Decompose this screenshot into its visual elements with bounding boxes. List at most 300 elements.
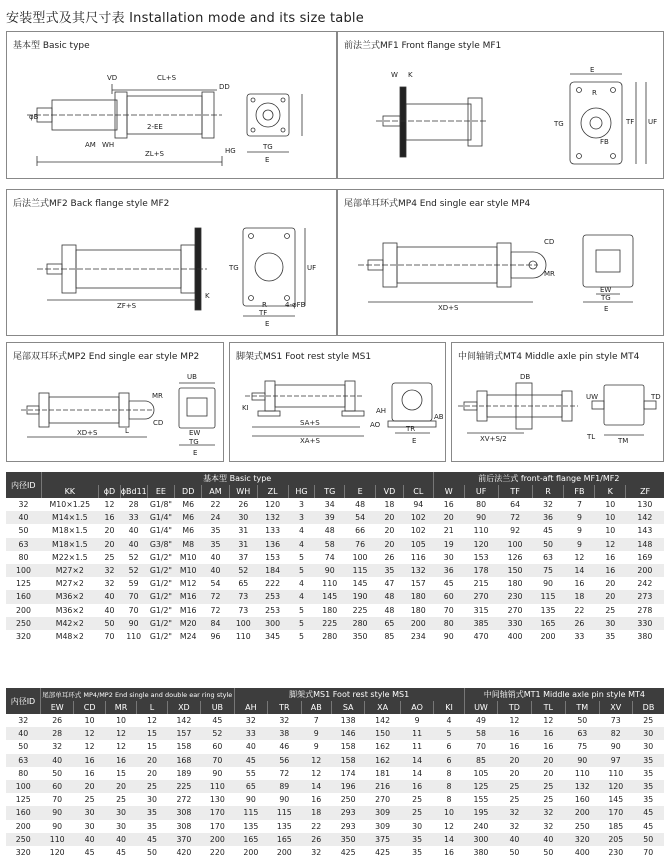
- table-cell: 20: [99, 538, 121, 551]
- table-cell: 30: [229, 511, 257, 524]
- dim-label: TD: [651, 393, 661, 401]
- table-cell: 225: [345, 604, 376, 617]
- table-cell: 48: [376, 604, 404, 617]
- panel-label: 前法兰式MF1 Front flange style MF1: [344, 41, 502, 51]
- table-cell: 90: [464, 511, 498, 524]
- table-cell: 33: [234, 727, 267, 740]
- table-cell: 180: [403, 604, 433, 617]
- dim-label: CD: [544, 238, 555, 246]
- table-cell: 110: [464, 524, 498, 537]
- table-cell: 132: [403, 564, 433, 577]
- table-cell: M42×2: [41, 617, 99, 630]
- table-cell: 278: [626, 604, 664, 617]
- table-cell: 400: [498, 630, 532, 643]
- table-cell: 75: [566, 740, 599, 753]
- table-cell: 385: [464, 617, 498, 630]
- table-cell: 272: [167, 793, 200, 806]
- table-cell: 138: [331, 714, 364, 727]
- table-cell: 35: [400, 846, 433, 859]
- table-row: [6, 727, 664, 740]
- dim-label: TG: [189, 438, 199, 446]
- table-cell: 45: [632, 806, 664, 819]
- table-cell: 315: [464, 604, 498, 617]
- table-cell: 14: [400, 767, 433, 780]
- dim-label: CD: [153, 419, 164, 427]
- table-cell: M20: [175, 617, 202, 630]
- bore-id-cell: 80: [6, 551, 41, 564]
- table-cell: 200: [532, 630, 564, 643]
- table-cell: 145: [599, 793, 632, 806]
- table-row: [6, 780, 664, 793]
- dim-label: UW: [586, 393, 599, 401]
- dim-label: TG: [601, 294, 611, 302]
- table-cell: 30: [105, 820, 136, 833]
- table-row: [6, 767, 664, 780]
- bore-id-cell: 320: [6, 630, 41, 643]
- table-cell: 72: [202, 604, 230, 617]
- table-cell: 16: [531, 727, 565, 740]
- table-cell: 125: [464, 780, 497, 793]
- table-cell: G1/2": [147, 604, 175, 617]
- table-cell: 168: [167, 754, 200, 767]
- table-cell: 6: [434, 740, 464, 753]
- bore-id-cell: 160: [6, 806, 40, 819]
- table-cell: 308: [167, 820, 200, 833]
- page-title: 安装型式及其尺寸表 Installation mode and its size table: [6, 11, 364, 26]
- table-cell: 85: [464, 754, 497, 767]
- panel-label: 尾部单耳环式MP4 End single ear style MP4: [344, 199, 531, 209]
- table-cell: 102: [403, 524, 433, 537]
- table-cell: 116: [403, 551, 433, 564]
- table-cell: 25: [99, 551, 121, 564]
- table-cell: 76: [345, 538, 376, 551]
- dim-label: EW: [600, 286, 612, 294]
- table-cell: 25: [137, 780, 167, 793]
- table-cell: 170: [599, 806, 632, 819]
- table-cell: 32: [532, 498, 564, 511]
- table-cell: 70: [201, 754, 235, 767]
- table-cell: 14: [301, 780, 331, 793]
- bore-id-cell: 160: [6, 590, 41, 603]
- table-cell: 16: [531, 740, 565, 753]
- table-cell: 92: [498, 524, 532, 537]
- panel-basic-type: [6, 31, 337, 179]
- panel-label: 中间轴销式MT4 Middle axle pin style MT4: [458, 352, 640, 362]
- table-cell: 59: [120, 577, 147, 590]
- table-cell: 189: [167, 767, 200, 780]
- table-cell: 45: [632, 820, 664, 833]
- table-cell: 12: [595, 538, 626, 551]
- bore-id-cell: 200: [6, 604, 41, 617]
- bore-id-cell: 250: [6, 833, 40, 846]
- table-cell: 20: [595, 590, 626, 603]
- table-cell: 9: [564, 511, 595, 524]
- table-cell: 200: [201, 833, 235, 846]
- table-cell: 20: [376, 538, 404, 551]
- table-cell: 155: [464, 793, 497, 806]
- table-cell: 309: [365, 806, 400, 819]
- table-cell: 35: [632, 780, 664, 793]
- table-cell: 90: [315, 564, 345, 577]
- table-cell: 12: [498, 714, 531, 727]
- column-header: TG: [315, 485, 345, 498]
- table-cell: 50: [137, 846, 167, 859]
- table-cell: 45: [433, 577, 464, 590]
- table-row: [6, 604, 664, 617]
- table-cell: 14: [400, 754, 433, 767]
- table-cell: 225: [315, 617, 345, 630]
- table-cell: M18×1.5: [41, 524, 99, 537]
- table-cell: 230: [498, 590, 532, 603]
- table-cell: 52: [120, 551, 147, 564]
- table-row: [6, 740, 664, 753]
- table-cell: 35: [632, 793, 664, 806]
- table-cell: 56: [268, 754, 301, 767]
- table-cell: 48: [315, 524, 345, 537]
- table-cell: G3/8": [147, 538, 175, 551]
- mf2-drawing: [7, 190, 338, 337]
- table-cell: 178: [464, 564, 498, 577]
- table-cell: 253: [257, 590, 288, 603]
- table-cell: G1/2": [147, 551, 175, 564]
- table-cell: 200: [268, 846, 301, 859]
- table-cell: 425: [365, 846, 400, 859]
- table-cell: 40: [234, 740, 267, 753]
- group-mid-header: 中间轴销式MT1 Middle axle pin style MT4: [464, 688, 664, 701]
- table-cell: 12: [105, 727, 136, 740]
- dim-label: W: [391, 71, 398, 79]
- table-cell: M16: [175, 604, 202, 617]
- table-cell: 5: [288, 604, 315, 617]
- table-cell: 220: [201, 846, 235, 859]
- table-cell: 370: [167, 833, 200, 846]
- table-cell: M22×1.5: [41, 551, 99, 564]
- table-cell: 100: [345, 551, 376, 564]
- table-cell: 425: [331, 846, 364, 859]
- table-cell: 9: [564, 538, 595, 551]
- table-cell: 200: [566, 806, 599, 819]
- bore-id-cell: 50: [6, 524, 41, 537]
- table-cell: 10: [595, 524, 626, 537]
- group-flange-code: MF1/MF2: [583, 474, 620, 483]
- table-cell: 115: [234, 806, 267, 819]
- table-cell: 54: [202, 577, 230, 590]
- table-cell: 115: [532, 590, 564, 603]
- table-cell: M6: [175, 498, 202, 511]
- column-header: FB: [564, 485, 595, 498]
- table-cell: 20: [531, 767, 565, 780]
- table-cell: 45: [234, 754, 267, 767]
- table-cell: M36×2: [41, 590, 99, 603]
- table-cell: 110: [120, 630, 147, 643]
- table-cell: 22: [202, 498, 230, 511]
- table-cell: 142: [167, 714, 200, 727]
- table-cell: 216: [365, 780, 400, 793]
- dim-label: XD+S: [438, 304, 459, 312]
- column-header: ϕBd11: [120, 487, 147, 496]
- table-cell: 135: [234, 820, 267, 833]
- table-cell: 225: [167, 780, 200, 793]
- table-cell: 32: [498, 806, 531, 819]
- mt4-drawing: [452, 343, 665, 463]
- bore-id-cell: 40: [6, 727, 40, 740]
- table-cell: 30: [137, 793, 167, 806]
- table-row: [6, 714, 664, 727]
- table-row: [6, 498, 664, 511]
- dim-label: CL+S: [157, 74, 177, 82]
- table-cell: 330: [626, 617, 664, 630]
- table-cell: 105: [403, 538, 433, 551]
- table-cell: 300: [464, 833, 497, 846]
- panel-mf1: [337, 31, 664, 179]
- column-header: UB: [201, 701, 235, 714]
- table-cell: 181: [365, 767, 400, 780]
- bore-id-cell: 320: [6, 846, 40, 859]
- table-cell: 10: [595, 498, 626, 511]
- column-header: AO: [400, 701, 433, 714]
- dim-label: TM: [618, 437, 629, 445]
- panel-label: 尾部双耳环式MP2 End single ear style MP2: [13, 352, 200, 362]
- table-cell: 72: [268, 767, 301, 780]
- table-cell: 25: [531, 793, 565, 806]
- table-cell: 20: [105, 780, 136, 793]
- table-cell: 32: [268, 714, 301, 727]
- table-cell: 420: [167, 846, 200, 859]
- dim-label: VD: [107, 74, 118, 82]
- bore-id-cell: 40: [6, 511, 41, 524]
- dim-label: E: [604, 305, 609, 313]
- table-cell: 9: [301, 727, 331, 740]
- table-cell: 25: [498, 793, 531, 806]
- table-cell: 169: [626, 551, 664, 564]
- table-cell: 16: [74, 767, 105, 780]
- table-cell: 133: [257, 524, 288, 537]
- table-cell: 7: [564, 498, 595, 511]
- column-header: XV: [599, 701, 632, 714]
- dim-label: TR: [406, 425, 416, 433]
- table-cell: 7: [301, 714, 331, 727]
- table-cell: 165: [532, 617, 564, 630]
- table-cell: 145: [315, 590, 345, 603]
- table-cell: 45: [105, 846, 136, 859]
- table-cell: 240: [464, 820, 497, 833]
- column-header: KI: [434, 701, 464, 714]
- table-cell: 153: [257, 551, 288, 564]
- table-cell: 160: [566, 793, 599, 806]
- table-cell: 26: [564, 617, 595, 630]
- table-cell: 190: [345, 590, 376, 603]
- table-cell: 200: [403, 617, 433, 630]
- table-cell: 300: [257, 617, 288, 630]
- table-cell: 115: [268, 806, 301, 819]
- table-cell: 135: [532, 604, 564, 617]
- table-cell: 150: [365, 727, 400, 740]
- table-cell: 30: [595, 617, 626, 630]
- column-header: XD: [167, 701, 200, 714]
- table-cell: 40: [498, 833, 531, 846]
- table-cell: 30: [632, 727, 664, 740]
- table-cell: 162: [365, 754, 400, 767]
- column-header: K: [595, 485, 626, 498]
- dim-label: SA+S: [300, 419, 320, 427]
- table-cell: 250: [566, 820, 599, 833]
- table-cell: 16: [74, 754, 105, 767]
- table-cell: 9: [301, 740, 331, 753]
- table-cell: 158: [167, 740, 200, 753]
- table-cell: G1/4": [147, 524, 175, 537]
- column-header: TD: [498, 701, 531, 714]
- column-header: DB: [632, 701, 664, 714]
- table-cell: 35: [202, 524, 230, 537]
- table-cell: 34: [315, 498, 345, 511]
- table-cell: 12: [531, 714, 565, 727]
- table-cell: 12: [301, 754, 331, 767]
- table-cell: 25: [595, 604, 626, 617]
- table-cell: 16: [434, 846, 464, 859]
- group-ear-mid: End single and double ear ring style: [114, 691, 233, 699]
- table-cell: 36: [532, 511, 564, 524]
- table-cell: 40: [40, 754, 73, 767]
- table-cell: 120: [464, 538, 498, 551]
- table-cell: 196: [331, 780, 364, 793]
- table-cell: 12: [137, 714, 167, 727]
- column-header: DD: [175, 485, 202, 498]
- table-cell: 14: [434, 833, 464, 846]
- table-cell: 80: [464, 498, 498, 511]
- dim-label: R: [592, 89, 597, 97]
- dim-label: AO: [370, 421, 381, 429]
- table-cell: 63: [532, 551, 564, 564]
- basic-type-drawing: [7, 32, 338, 180]
- table-cell: 470: [464, 630, 498, 643]
- table-cell: 12: [434, 820, 464, 833]
- panel-mt4: [451, 342, 664, 462]
- table-cell: 12: [74, 740, 105, 753]
- table-cell: 40: [105, 833, 136, 846]
- dim-label: K: [408, 71, 413, 79]
- table-cell: 16: [498, 727, 531, 740]
- table-cell: 4: [434, 714, 464, 727]
- table-cell: 74: [315, 551, 345, 564]
- table-cell: 90: [268, 793, 301, 806]
- table-cell: 30: [632, 740, 664, 753]
- table-cell: 345: [257, 630, 288, 643]
- table-cell: 70: [120, 604, 147, 617]
- table-cell: 16: [105, 754, 136, 767]
- table-cell: 25: [400, 806, 433, 819]
- dim-label: HG: [225, 147, 236, 155]
- basic-flange-table: [6, 472, 664, 643]
- table-row: [6, 793, 664, 806]
- mf1-drawing: [338, 32, 665, 180]
- table-cell: 90: [40, 806, 73, 819]
- table-row: [6, 524, 664, 537]
- table-cell: 4: [288, 577, 315, 590]
- ms1-drawing: [230, 343, 447, 463]
- group-flange-pre: 前后法兰式: [478, 474, 521, 483]
- table-cell: 5: [434, 727, 464, 740]
- table-cell: 70: [464, 740, 497, 753]
- table-cell: 222: [257, 577, 288, 590]
- column-header: TL: [531, 701, 565, 714]
- table-cell: 8: [434, 780, 464, 793]
- table-cell: 65: [229, 577, 257, 590]
- table-cell: 90: [566, 754, 599, 767]
- table-cell: 33: [120, 511, 147, 524]
- table-cell: 32: [531, 820, 565, 833]
- dim-label: E: [193, 449, 198, 457]
- table-cell: 158: [331, 740, 364, 753]
- table-row: [6, 846, 664, 859]
- table-cell: 20: [376, 511, 404, 524]
- table-cell: 40: [531, 833, 565, 846]
- table-cell: 54: [345, 511, 376, 524]
- table-cell: 85: [376, 630, 404, 643]
- column-header: HG: [288, 485, 315, 498]
- table-cell: 20: [498, 767, 531, 780]
- table-cell: 145: [345, 577, 376, 590]
- table-cell: M14×1.5: [41, 511, 99, 524]
- dim-label: φB: [29, 113, 39, 121]
- dim-label: AB: [434, 413, 444, 421]
- column-header: L: [137, 701, 167, 714]
- table-cell: 18: [376, 498, 404, 511]
- table-cell: 3: [288, 511, 315, 524]
- table-cell: M48×2: [41, 630, 99, 643]
- table-row: [6, 538, 664, 551]
- bore-id-cell: 100: [6, 564, 41, 577]
- mp2-drawing: [7, 343, 225, 463]
- table-cell: 184: [257, 564, 288, 577]
- table-cell: 400: [566, 846, 599, 859]
- table-cell: 308: [167, 806, 200, 819]
- dim-label: TF: [259, 309, 268, 317]
- table-cell: 26: [376, 551, 404, 564]
- table-cell: 89: [268, 780, 301, 793]
- ear-foot-axle-table: [6, 688, 664, 859]
- table-cell: 22: [301, 820, 331, 833]
- table-cell: 48: [345, 498, 376, 511]
- dim-label: TL: [587, 433, 596, 441]
- table-cell: 40: [99, 604, 121, 617]
- bore-id-cell: 250: [6, 617, 41, 630]
- table-cell: 380: [626, 630, 664, 643]
- table-cell: 60: [433, 590, 464, 603]
- table-cell: 50: [40, 767, 73, 780]
- table-cell: 4: [288, 538, 315, 551]
- table-cell: 25: [74, 793, 105, 806]
- table-cell: 15: [137, 740, 167, 753]
- table-cell: 82: [599, 727, 632, 740]
- table-cell: 185: [599, 820, 632, 833]
- table-cell: 22: [564, 604, 595, 617]
- table-row: [6, 511, 664, 524]
- table-cell: 135: [268, 820, 301, 833]
- group-basic-header: 基本型 Basic type: [41, 472, 433, 485]
- table-cell: 153: [464, 551, 498, 564]
- table-cell: 97: [599, 754, 632, 767]
- table-cell: 35: [137, 806, 167, 819]
- table-cell: 90: [40, 820, 73, 833]
- table-cell: 130: [201, 793, 235, 806]
- dim-label: TG: [263, 143, 273, 151]
- column-header: R: [532, 485, 564, 498]
- table-cell: 132: [257, 511, 288, 524]
- table-cell: 52: [120, 564, 147, 577]
- dim-label: TF: [626, 118, 635, 126]
- table-cell: 20: [595, 577, 626, 590]
- table-cell: 50: [99, 617, 121, 630]
